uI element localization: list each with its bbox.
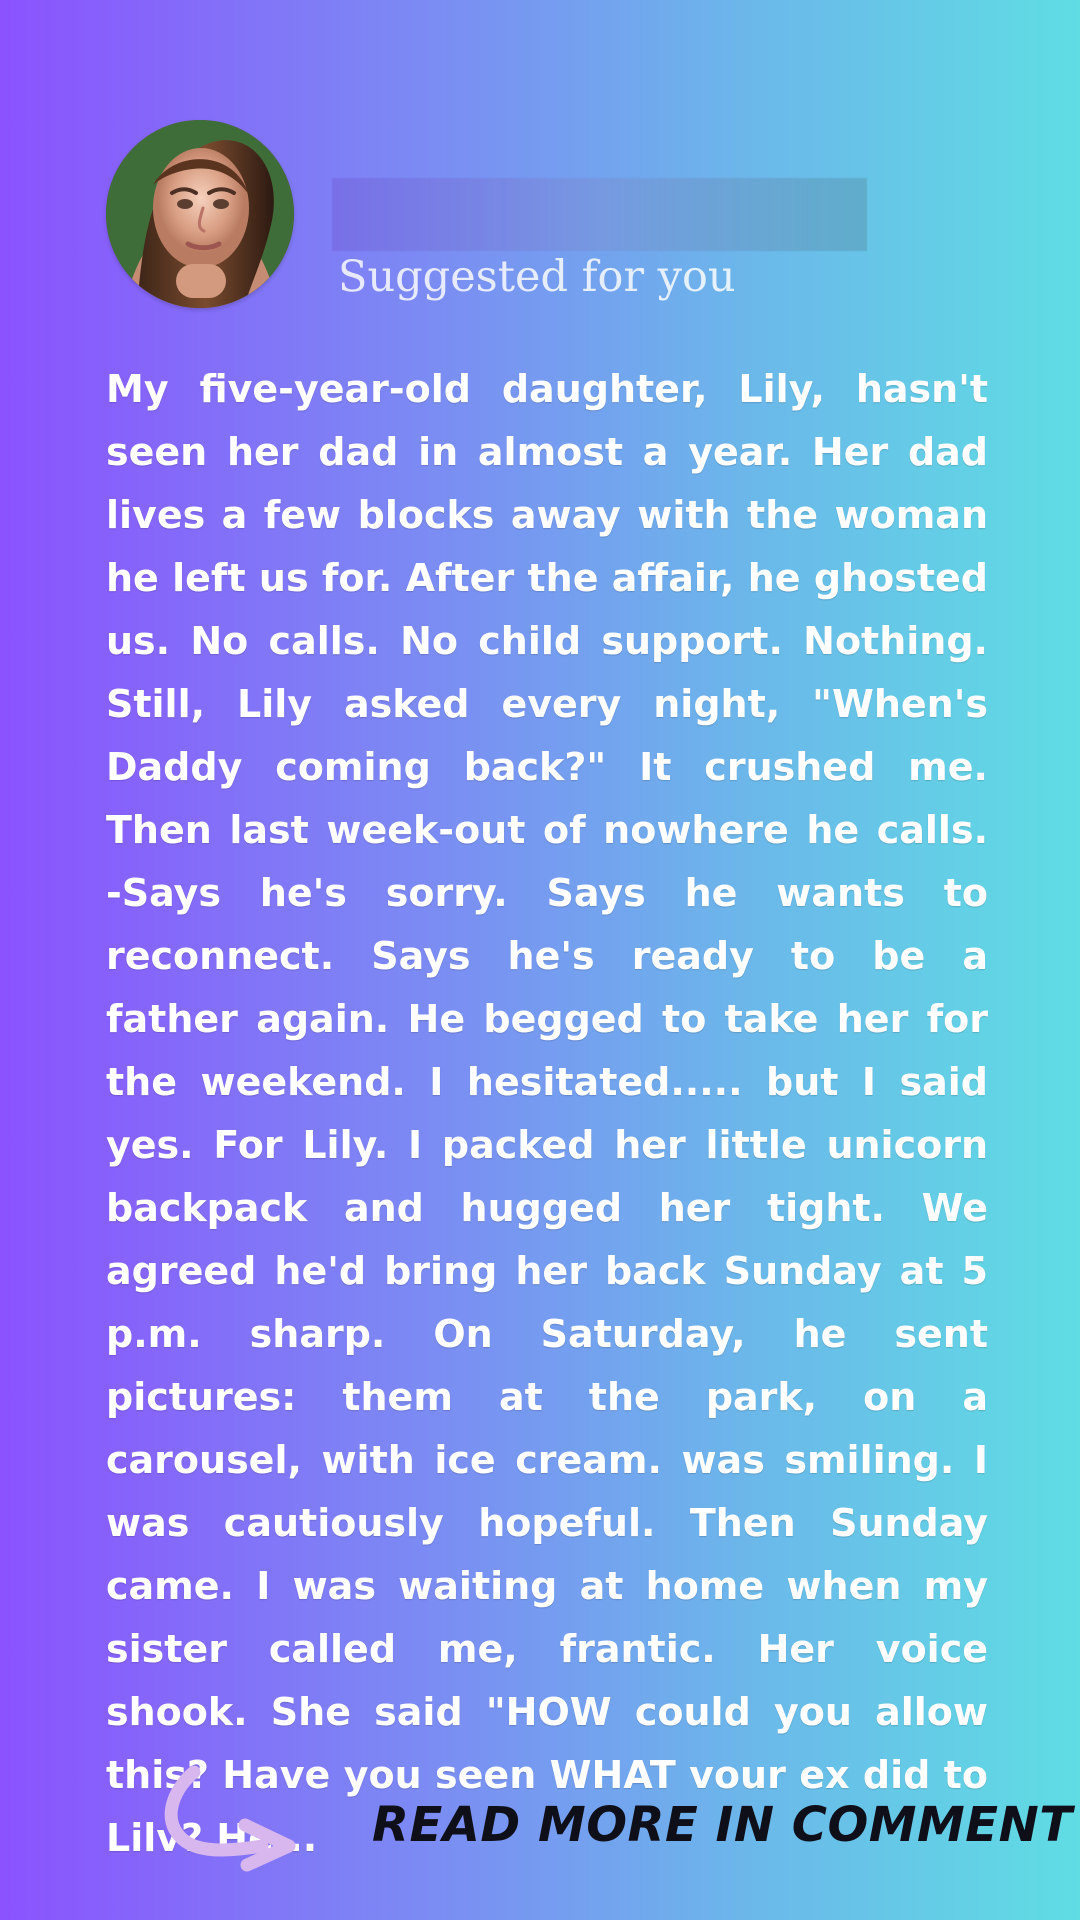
avatar[interactable] — [106, 120, 294, 308]
read-more-comment-link[interactable]: READ MORE IN COMMENT — [372, 1797, 1073, 1853]
redacted-profile-name — [332, 178, 867, 251]
suggested-label: Suggested for you — [338, 252, 736, 302]
curved-arrow-icon — [156, 1764, 302, 1872]
post-body: My five-year-old daughter, Lily, hasn't seen her dad in almost a year. Her dad lives a few blocks away with the woman he left us for. After the affair, he ghosted us. No calls. No child support. Nothing. Still, Lily asked every night, "When's Daddy coming back?" It crushed me. Then last week-out of nowhere he calls. -Says he's sorry. Says he wants to reconnect. Says he's ready to be a father again. He begged to take her for the weekend. I hesitated..... but I said yes. For Lily. I packed her little unicorn backpack and hugged her tight. We agreed he'd bring her back Sunday at 5 p.m. sharp. On Saturday, he sent pictures: them at the park, on a carousel, with ice cream. was smiling. I was cautiously hopeful. Then Sunday came. I was waiting at home when my sister called me, frantic. Her voice shook. She said "HOW could you allow this? Have you seen WHAT vour ex did to Lilv? He... — [106, 367, 988, 1860]
